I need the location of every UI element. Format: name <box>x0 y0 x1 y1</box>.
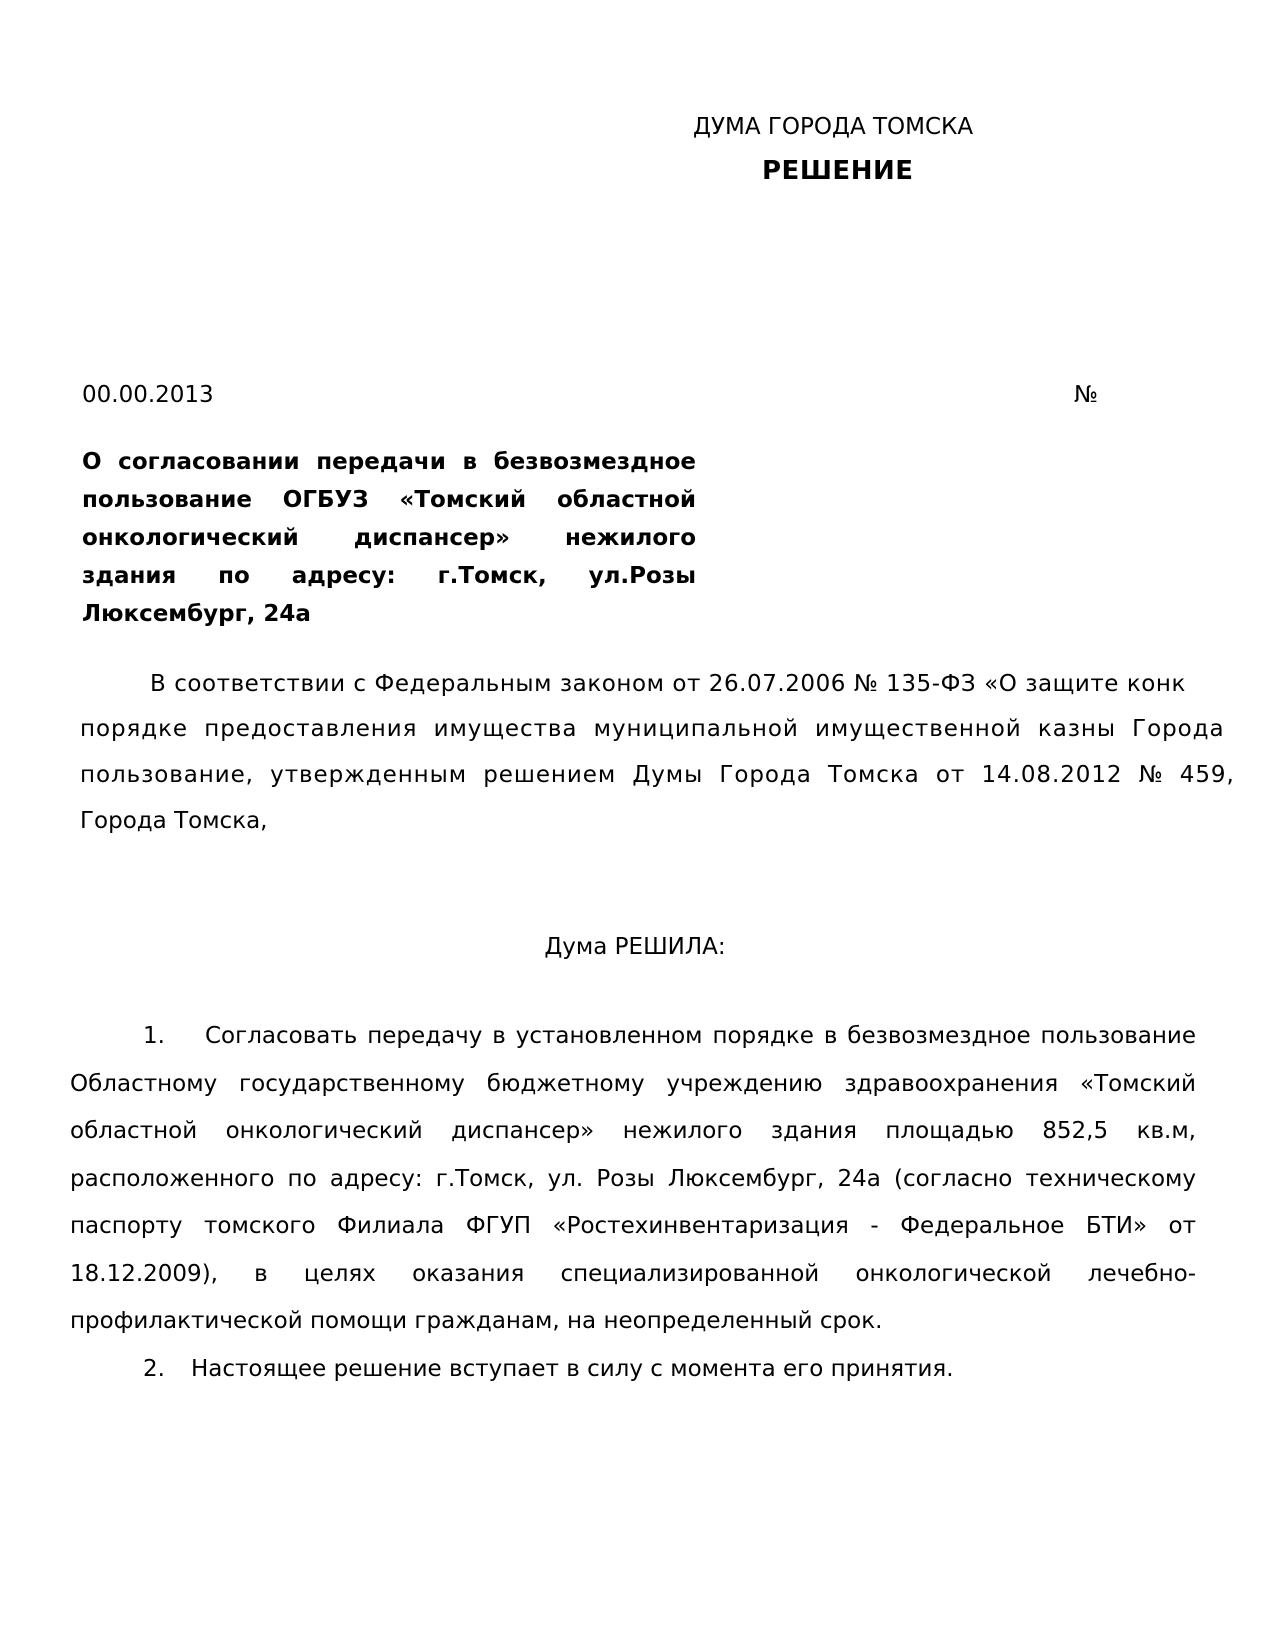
decision-items <box>70 1013 1196 1393</box>
item-text: Согласовать передачу в установленном порядке в безвозмездное пользование Областному государственному бюджетному учреждению здравоохранения «Томский областной онкологический диспансер» нежилого здания площадью 852,5 кв.м, расположенного по адресу: г.Томск, ул. Розы Люксембург, 24а (согласно техническому паспорту томского Филиала ФГУП «Ростехинвентаризация - Федеральное БТИ» от 18.12.2009), в целях оказания специализированной онкологической лечебно-профилактической помощи гражданам, на неопределенный срок. <box>70 1023 1196 1334</box>
preamble-line: Города Томска, <box>80 808 268 834</box>
preamble-line: пользование, утвержденным решением Думы Города Томска от 14.08.2012 № 459, <box>80 762 1235 788</box>
decision-item <box>70 1013 1196 1346</box>
decision-heading: Дума РЕШИЛА: <box>544 934 726 960</box>
organization-name: ДУМА ГОРОДА ТОМСКА <box>693 114 974 140</box>
decision-item <box>70 1346 1196 1394</box>
document-subject: О согласовании передачи в безвозмездное пользование ОГБУЗ «Томский областной онкологический диспансер» нежилого здания по адресу: г.Томск, ул.Розы Люксембург, 24а <box>82 449 696 627</box>
item-number: 2. <box>143 1355 165 1382</box>
item-number: 1. <box>143 1023 165 1049</box>
document-type-title: РЕШЕНИЕ <box>762 156 914 186</box>
document-date: 00.00.2013 <box>82 382 214 408</box>
item-text: Настоящее решение вступает в силу с момента его принятия. <box>191 1355 954 1382</box>
preamble <box>0 670 1275 860</box>
preamble-line: порядке предоставления имущества муниципальной имущественной казны Города <box>80 716 1225 742</box>
preamble-line: В соответствии с Федеральным законом от 26.07.2006 № 135-ФЗ «О защите конк <box>150 671 1186 697</box>
document-number: № <box>1074 382 1098 408</box>
